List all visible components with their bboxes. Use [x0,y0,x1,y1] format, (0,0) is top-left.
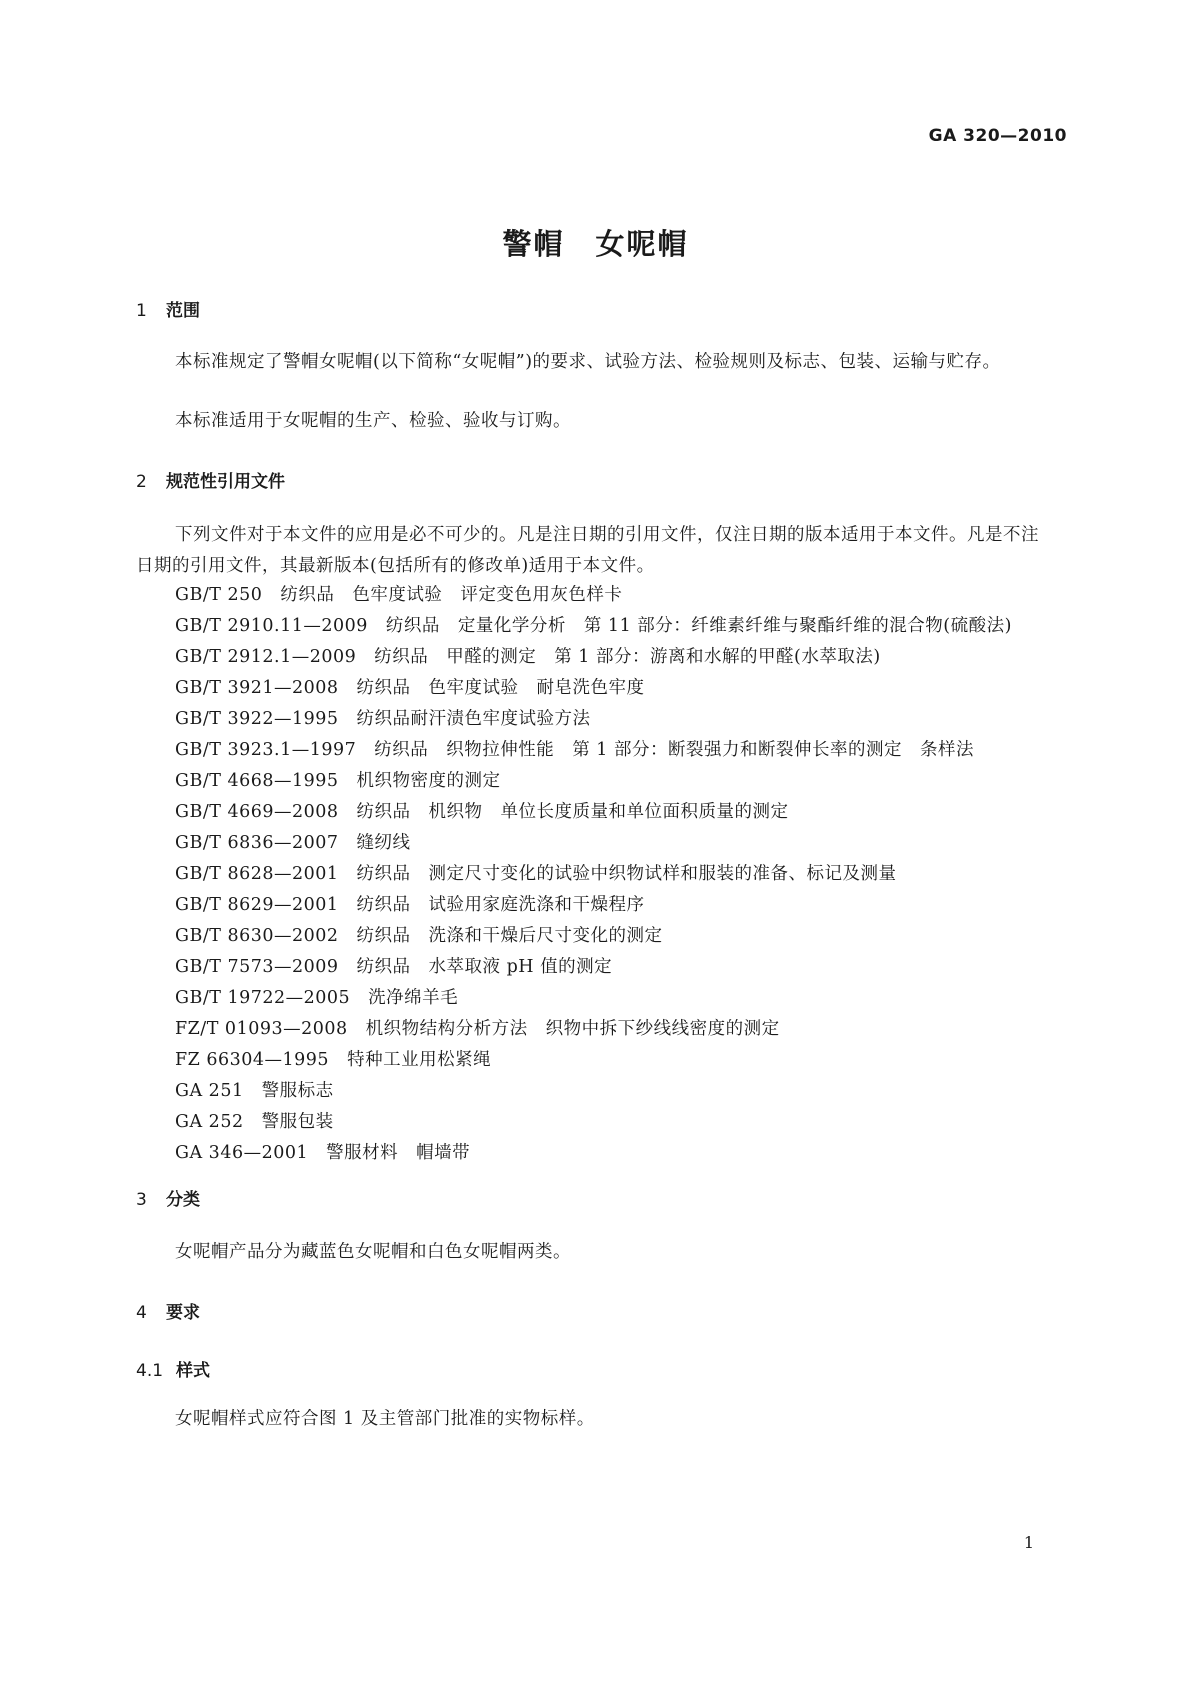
reference-item: GA 346—2001 警服材料 帽墙带 [175,1143,471,1163]
reference-item: GB/T 8630—2002 纺织品 洗涤和干燥后尺寸变化的测定 [175,926,663,946]
section-4-heading [136,1298,200,1323]
reference-list [175,580,1055,1169]
section-title: 要求 [166,1303,200,1323]
reference-item: GB/T 3921—2008 纺织品 色牢度试验 耐皂洗色牢度 [175,678,645,698]
section-number: 2 [136,472,147,492]
reference-item: GA 251 警服标志 [175,1081,334,1101]
reference-item: GB/T 4668—1995 机织物密度的测定 [175,771,501,791]
reference-item: FZ 66304—1995 特种工业用松紧绳 [175,1050,492,1070]
reference-item: GB/T 6836—2007 缝纫线 [175,833,411,853]
page-number: 1 [1023,1533,1034,1552]
section-title: 范围 [166,301,200,321]
reference-item: GB/T 250 纺织品 色牢度试验 评定变色用灰色样卡 [175,585,623,605]
section-4-1-heading [136,1356,210,1381]
reference-item: GB/T 3922—1995 纺织品耐汗渍色牢度试验方法 [175,709,591,729]
reference-item: FZ/T 01093—2008 机织物结构分析方法 织物中拆下纱线线密度的测定 [175,1019,780,1039]
reference-item: GB/T 3923.1—1997 纺织品 织物拉伸性能 第 1 部分：断裂强力和断裂伸长率的测定 条样法 [175,740,974,760]
section-4-1-paragraph: 女呢帽样式应符合图 1 及主管部门批准的实物标样。 [175,1409,595,1429]
subsection-number: 4.1 [136,1361,164,1381]
reference-item: GB/T 4669—2008 纺织品 机织物 单位长度质量和单位面积质量的测定 [175,802,789,822]
reference-item: GB/T 7573—2009 纺织品 水萃取液 pH 值的测定 [175,957,613,977]
reference-item: GB/T 8628—2001 纺织品 测定尺寸变化的试验中织物试样和服装的准备、标记及测量 [175,864,897,884]
section-2-intro: 下列文件对于本文件的应用是必不可少的。凡是注日期的引用文件，仅注日期的版本适用于本文件。凡是不注日期的引用文件，其最新版本(包括所有的修改单)适用于本文件。 [136,525,1039,576]
section-number: 4 [136,1303,147,1323]
section-title: 规范性引用文件 [166,472,285,492]
section-1-paragraph-2: 本标准适用于女呢帽的生产、检验、验收与订购。 [175,411,571,431]
reference-item: GB/T 19722—2005 洗净绵羊毛 [175,988,459,1008]
section-3-heading [136,1185,200,1210]
subsection-title: 样式 [176,1361,210,1381]
reference-item: GB/T 2910.11—2009 纺织品 定量化学分析 第 11 部分：纤维素纤维与聚酯纤维的混合物(硫酸法) [175,616,1012,636]
section-title: 分类 [166,1190,200,1210]
section-1-heading [136,296,200,321]
section-number: 1 [136,301,147,321]
reference-item: GB/T 8629—2001 纺织品 试验用家庭洗涤和干燥程序 [175,895,645,915]
section-2-heading [136,467,285,492]
reference-item: GB/T 2912.1—2009 纺织品 甲醛的测定 第 1 部分：游离和水解的甲醛(水萃取法) [175,647,881,667]
section-number: 3 [136,1190,147,1210]
section-3-paragraph: 女呢帽产品分为藏蓝色女呢帽和白色女呢帽两类。 [175,1242,571,1262]
section-1-paragraph-1: 本标准规定了警帽女呢帽(以下简称“女呢帽”)的要求、试验方法、检验规则及标志、包装、运输与贮存。 [175,352,1001,372]
document-title: 警帽 女呢帽 [502,227,689,261]
reference-item: GA 252 警服包装 [175,1112,334,1132]
standard-code: GA 320—2010 [928,126,1067,146]
